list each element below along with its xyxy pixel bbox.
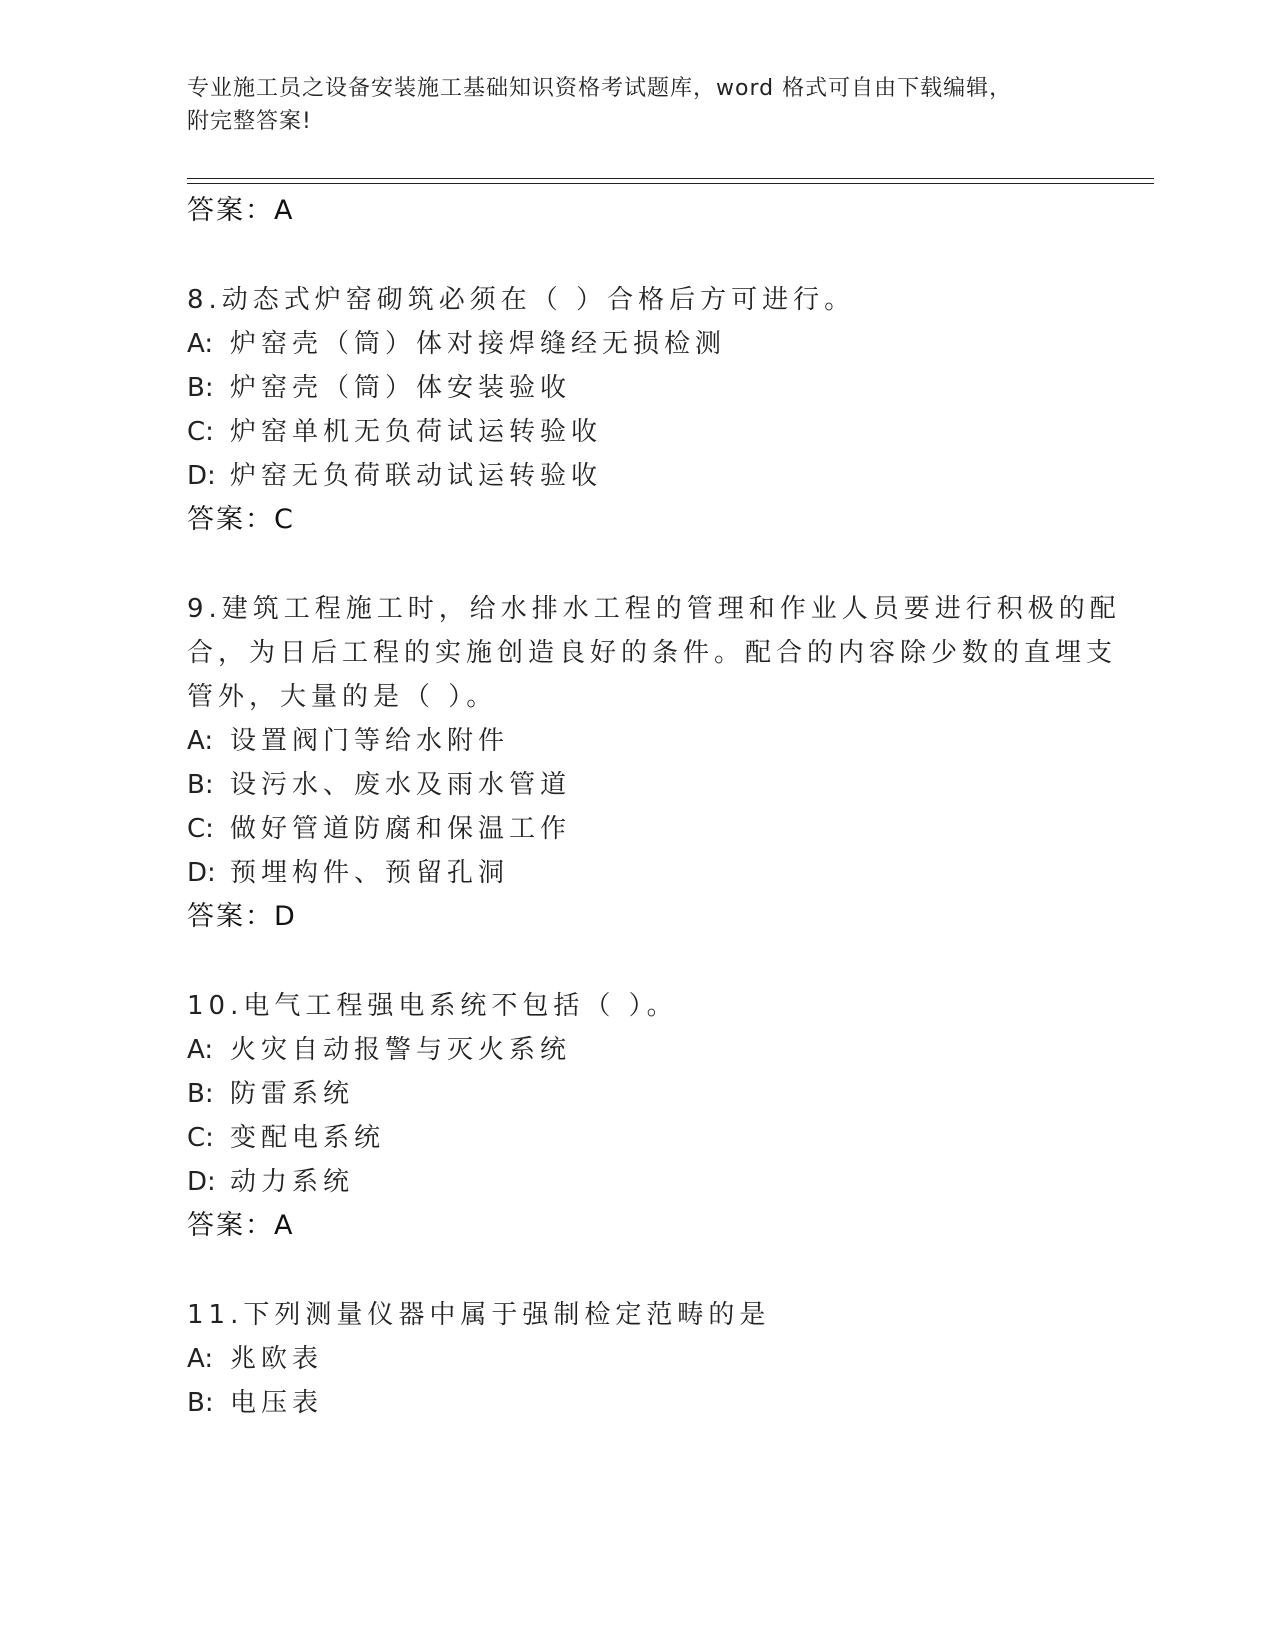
question-8-option-c [187, 415, 602, 449]
header-line-2: 附完整答案! [187, 109, 312, 134]
question-9-option-c [187, 812, 571, 846]
question-8-option-a [187, 327, 726, 361]
option-letter: A: [187, 1035, 214, 1065]
option-letter: B: [187, 373, 214, 403]
header-line-1: 专业施工员之设备安装施工基础知识资格考试题库，word 格式可自由下载编辑， [187, 76, 1013, 101]
question-9-answer: 答案：D [187, 901, 297, 932]
option-letter: C: [187, 814, 214, 844]
question-10-option-d [187, 1165, 354, 1199]
option-text: 做好管道防腐和保温工作 [230, 814, 572, 844]
option-letter: A: [187, 329, 214, 359]
document-header [187, 72, 1087, 138]
question-9-option-a [187, 724, 509, 758]
option-letter: B: [187, 1388, 214, 1418]
question-10-option-c [187, 1121, 385, 1155]
option-text: 炉窑无负荷联动试运转验收 [230, 461, 603, 491]
question-10-answer: 答案：A [187, 1210, 295, 1241]
question-8-option-b [187, 371, 571, 405]
question-10-option-a [187, 1033, 571, 1067]
option-text: 变配电系统 [230, 1123, 386, 1153]
question-8-stem: 8.动态式炉窑砌筑必须在（ ）合格后方可进行。 [187, 285, 856, 315]
question-11-stem: 11.下列测量仪器中属于强制检定范畴的是 [187, 1300, 771, 1330]
option-text: 动力系统 [230, 1167, 355, 1197]
option-text: 设置阀门等给水附件 [230, 726, 510, 756]
question-10-option-b [187, 1077, 354, 1111]
option-letter: C: [187, 1123, 214, 1153]
question-9-option-b [187, 768, 571, 802]
option-text: 炉窑壳（筒）体对接焊缝经无损检测 [230, 329, 727, 359]
option-text: 设污水、废水及雨水管道 [230, 770, 572, 800]
option-text: 防雷系统 [230, 1079, 355, 1109]
question-10-stem: 10.电气工程强电系统不包括（ ）。 [187, 991, 678, 1021]
answer-previous-question: 答案：A [187, 195, 295, 226]
option-letter: D: [187, 1167, 216, 1197]
question-8-answer: 答案：C [187, 504, 295, 535]
option-text: 炉窑单机无负荷试运转验收 [230, 417, 603, 447]
option-letter: A: [187, 1344, 214, 1374]
question-9-stem-line-1: 9.建筑工程施工时，给水排水工程的管理和作业人员要进行积极的配 [187, 594, 1121, 624]
option-text: 兆欧表 [230, 1344, 324, 1374]
question-9-stem-line-2: 合，为日后工程的实施创造良好的条件。配合的内容除少数的直埋支 [187, 638, 1118, 668]
header-divider-top [187, 178, 1154, 179]
question-11-option-a [187, 1342, 323, 1376]
question-9-stem-line-3: 管外，大量的是（ ）。 [187, 682, 498, 712]
option-text: 预埋构件、预留孔洞 [230, 858, 510, 888]
question-8-option-d [187, 459, 602, 493]
option-letter: B: [187, 1079, 214, 1109]
option-text: 炉窑壳（筒）体安装验收 [230, 373, 572, 403]
option-letter: D: [187, 461, 216, 491]
header-divider-bottom [187, 183, 1154, 184]
option-letter: D: [187, 858, 216, 888]
question-9-option-d [187, 856, 509, 890]
option-text: 电压表 [230, 1388, 324, 1418]
option-text: 火灾自动报警与灭火系统 [230, 1035, 572, 1065]
option-letter: B: [187, 770, 214, 800]
option-letter: C: [187, 417, 214, 447]
question-11-option-b [187, 1386, 323, 1420]
option-letter: A: [187, 726, 214, 756]
